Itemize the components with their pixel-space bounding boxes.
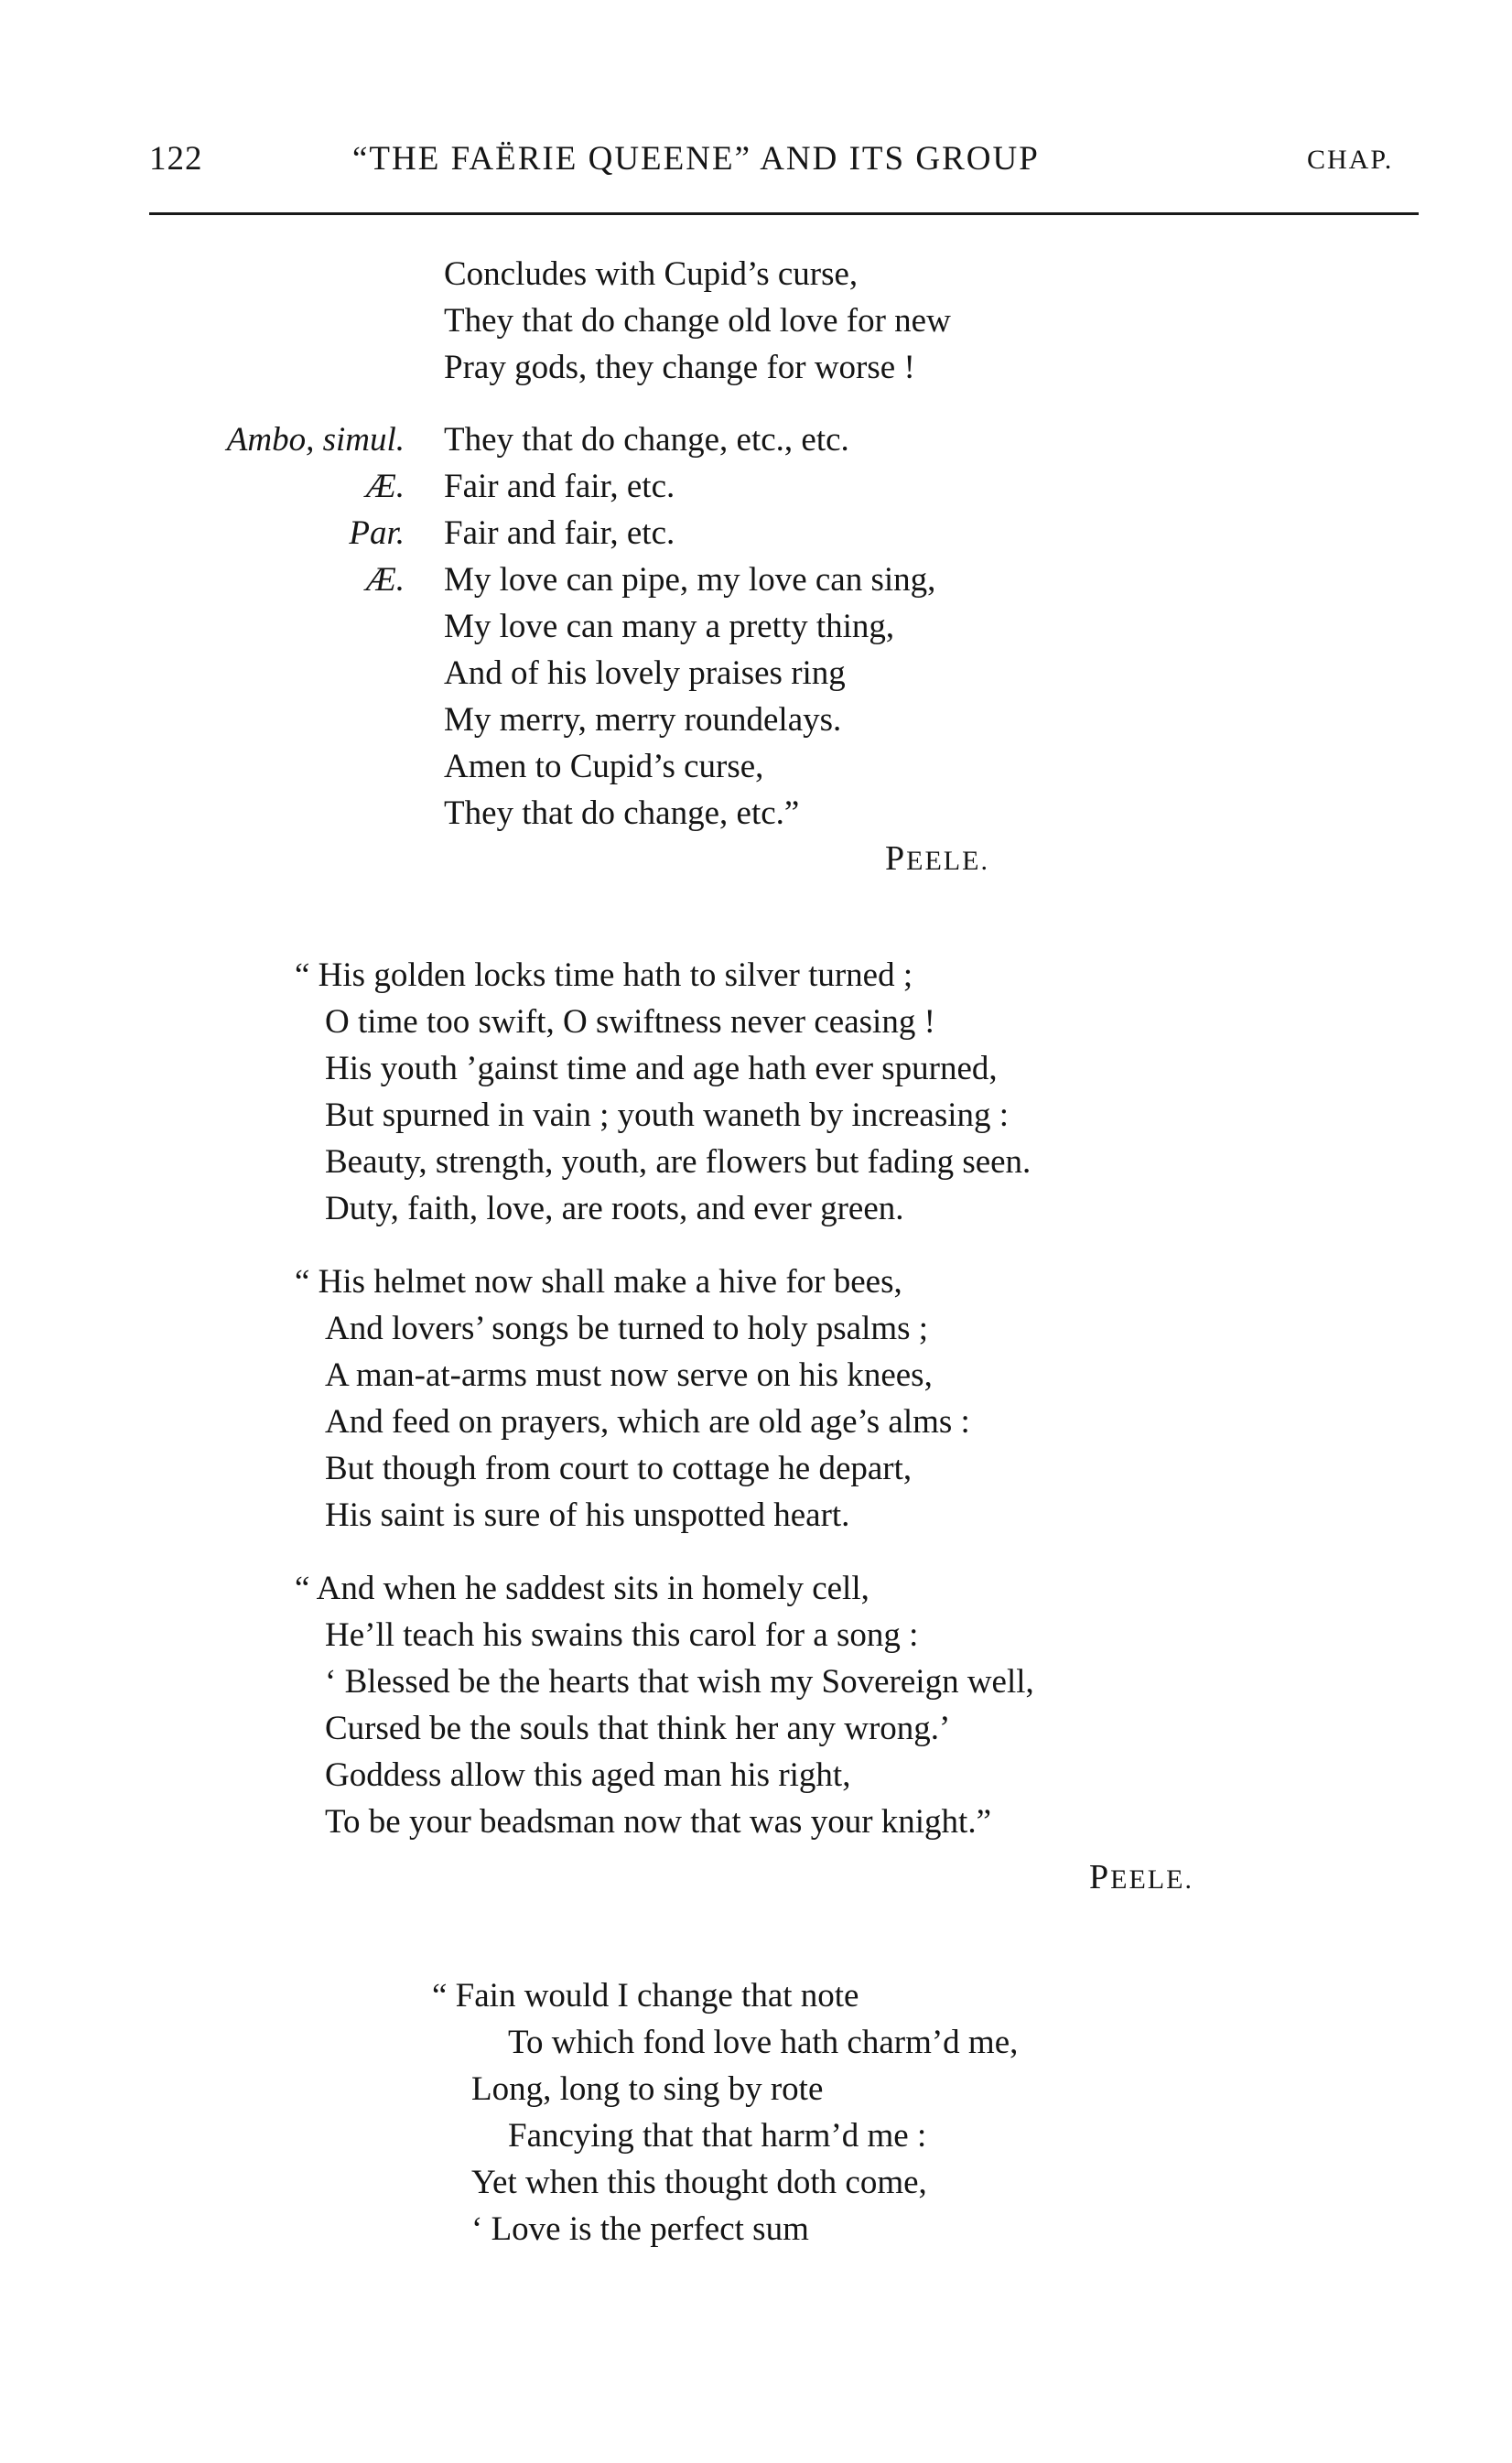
verse-line: “ His golden locks time hath to silver turned ; [295, 956, 913, 994]
verse-line: He’ll teach his swains this carol for a song : [325, 1616, 919, 1654]
attribution: PEELE. [1089, 1858, 1193, 1896]
verse-line: And of his lovely praises ring [444, 654, 846, 692]
verse-line: “ Fain would I change that note [432, 1977, 859, 2015]
verse-line: And feed on prayers, which are old age’s alms : [325, 1403, 970, 1441]
verse-line: Beauty, strength, youth, are flowers but fading seen. [325, 1143, 1031, 1181]
verse-line: And lovers’ songs be turned to holy psalms ; [325, 1310, 929, 1347]
verse-line: “ His helmet now shall make a hive for bees, [295, 1263, 902, 1301]
speaker-label: Æ. [365, 561, 405, 599]
chapter-abbrev: CHAP. [1307, 145, 1394, 175]
verse-line: My love can many a pretty thing, [444, 608, 895, 645]
attribution: PEELE. [885, 839, 989, 878]
verse-line: They that do change, etc.” [444, 794, 800, 832]
verse-line: Long, long to sing by rote [471, 2070, 824, 2108]
verse-line: Fancying that that harm’d me : [508, 2117, 927, 2155]
verse-line: A man-at-arms must now serve on his knees, [325, 1356, 933, 1394]
verse-line: “ And when he saddest sits in homely cell, [295, 1570, 869, 1607]
speaker-label: Ambo, simul. [226, 421, 405, 459]
verse-line: ‘ Love is the perfect sum [471, 2210, 809, 2248]
verse-line: ‘ Blessed be the hearts that wish my Sovereign well, [325, 1663, 1034, 1701]
speaker-label: Æ. [365, 468, 405, 505]
running-title: “THE FAËRIE QUEENE” AND ITS GROUP [352, 140, 1040, 178]
speaker-label: Par. [349, 514, 405, 552]
verse-line: Concludes with Cupid’s curse, [444, 255, 859, 293]
verse-line: My merry, merry roundelays. [444, 701, 842, 739]
dialogue-line: My love can pipe, my love can sing, [444, 561, 936, 599]
verse-line: But though from court to cottage he depart, [325, 1450, 913, 1487]
verse-line: Amen to Cupid’s curse, [444, 748, 764, 785]
verse-line: They that do change old love for new [444, 302, 951, 340]
header-rule [149, 212, 1419, 215]
verse-line: Goddess allow this aged man his right, [325, 1756, 851, 1794]
dialogue-line: Fair and fair, etc. [444, 468, 675, 505]
verse-line: To be your beadsman now that was your knight.” [325, 1803, 992, 1841]
verse-line: His saint is sure of his unspotted heart. [325, 1496, 850, 1534]
verse-line: Duty, faith, love, are roots, and ever green. [325, 1190, 904, 1227]
verse-line: To which fond love hath charm’d me, [508, 2024, 1019, 2061]
verse-line: Pray gods, they change for worse ! [444, 349, 915, 386]
dialogue-line: Fair and fair, etc. [444, 514, 675, 552]
page-number: 122 [149, 140, 203, 178]
dialogue-line: They that do change, etc., etc. [444, 421, 849, 459]
verse-line: O time too swift, O swiftness never ceasing ! [325, 1003, 935, 1041]
verse-line: His youth ’gainst time and age hath ever spurned, [325, 1050, 998, 1087]
verse-line: Cursed be the souls that think her any wrong.’ [325, 1710, 951, 1747]
verse-line: But spurned in vain ; youth waneth by increasing : [325, 1096, 1010, 1134]
verse-line: Yet when this thought doth come, [471, 2164, 927, 2201]
